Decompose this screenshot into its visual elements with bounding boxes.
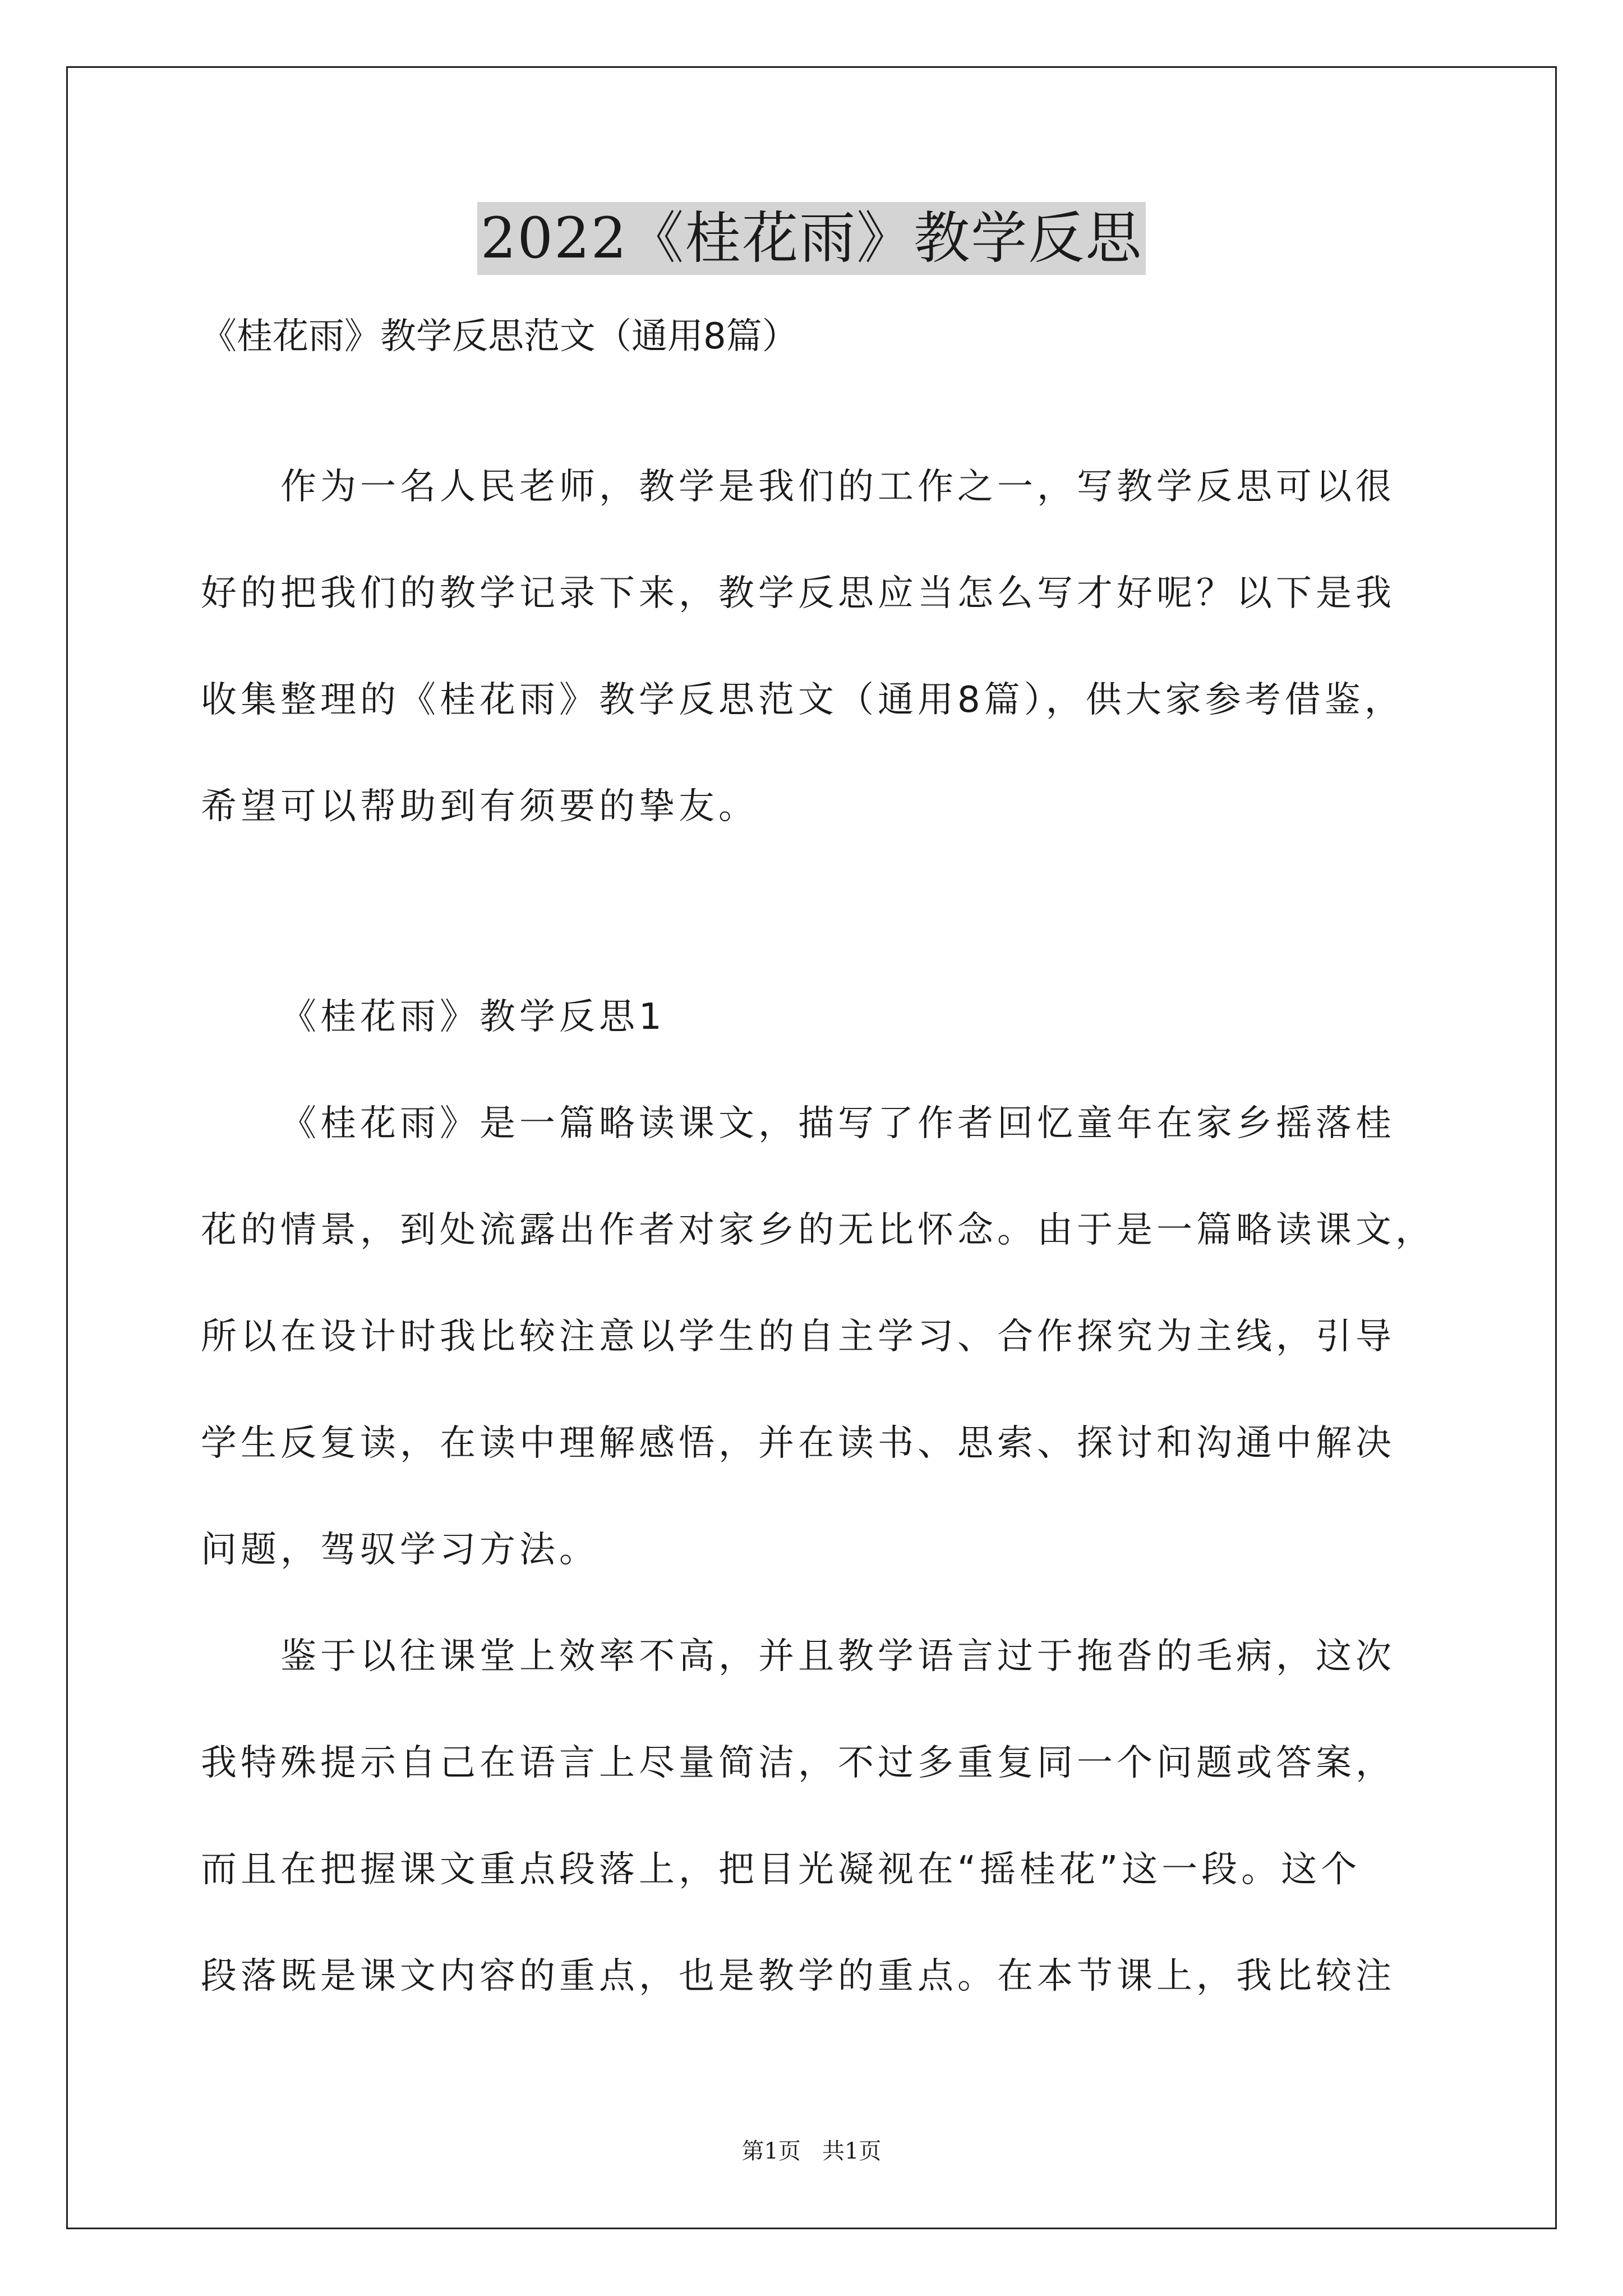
intro-line: 作为一名人民老师，教学是我们的工作之一，写教学反思可以很 bbox=[280, 466, 1395, 508]
document-title: 2022《桂花雨》教学反思 bbox=[477, 202, 1146, 275]
paragraph-line: 我特殊提示自己在语言上尽量简洁，不过多重复同一个问题或答案， bbox=[201, 1742, 1395, 1784]
paragraph-line: 花的情景，到处流露出作者对家乡的无比怀念。由于是一篇略读课文， bbox=[201, 1209, 1435, 1251]
paragraph-line: 而且在把握课文重点段落上，把目光凝视在“摇桂花”这一段。这个 bbox=[201, 1849, 1361, 1890]
paragraph-line: 段落既是课文内容的重点，也是教学的重点。在本节课上，我比较注 bbox=[201, 1955, 1395, 1997]
paragraph-line: 《桂花雨》是一篇略读课文，描写了作者回忆童年在家乡摇落桂 bbox=[280, 1103, 1395, 1144]
title-container bbox=[0, 202, 1623, 275]
paragraph-line: 鉴于以往课堂上效率不高，并且教学语言过于拖沓的毛病，这次 bbox=[280, 1636, 1395, 1677]
intro-line: 希望可以帮助到有须要的挚友。 bbox=[201, 786, 758, 827]
page-footer: 第1页 共1页 bbox=[741, 2138, 882, 2164]
paragraph-line: 学生反复读，在读中理解感悟，并在读书、思索、探讨和沟通中解决 bbox=[201, 1423, 1395, 1464]
section-heading: 《桂花雨》教学反思1 bbox=[280, 996, 666, 1038]
intro-line: 收集整理的《桂花雨》教学反思范文（通用8篇），供大家参考借鉴， bbox=[201, 679, 1404, 721]
paragraph-line: 问题，驾驭学习方法。 bbox=[201, 1529, 599, 1571]
paragraph-line: 所以在设计时我比较注意以学生的自主学习、合作探究为主线，引导 bbox=[201, 1316, 1395, 1358]
document-subtitle: 《桂花雨》教学反思范文（通用8篇） bbox=[201, 316, 798, 357]
intro-line: 好的把我们的教学记录下来，教学反思应当怎么写才好呢？以下是我 bbox=[201, 573, 1395, 614]
